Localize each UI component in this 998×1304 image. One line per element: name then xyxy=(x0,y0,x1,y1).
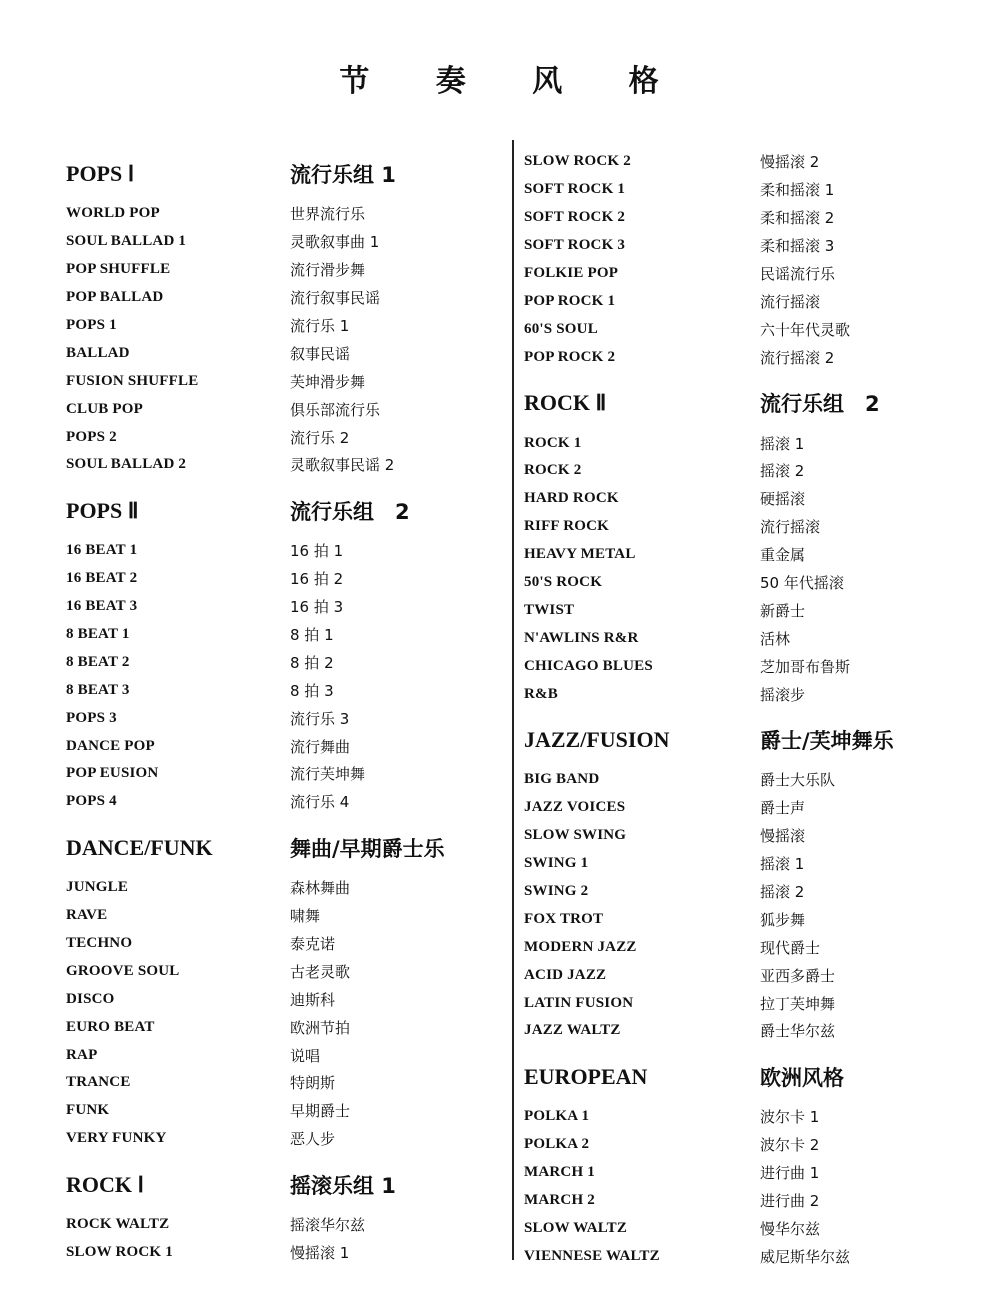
section-header-zh: 流行乐组 2 xyxy=(290,499,410,524)
style-section xyxy=(66,1159,506,1273)
style-row xyxy=(66,284,506,312)
style-row xyxy=(524,485,964,513)
style-name-zh: 柔和摇滚 1 xyxy=(760,181,835,200)
style-row xyxy=(524,1187,964,1215)
style-name-en: POP BALLAD xyxy=(66,289,164,306)
style-name-en: POP SHUFFLE xyxy=(66,261,171,278)
style-row xyxy=(524,850,964,878)
style-row xyxy=(66,423,506,451)
style-row xyxy=(66,312,506,340)
left-column xyxy=(66,148,506,1273)
style-row xyxy=(66,930,506,958)
style-name-en: GROOVE SOUL xyxy=(66,962,180,979)
section-header-en: POPS Ⅰ xyxy=(66,161,135,186)
style-name-zh: 16 拍 1 xyxy=(290,542,344,561)
style-row xyxy=(524,933,964,961)
style-name-en: TRANCE xyxy=(66,1074,131,1091)
style-name-zh: 16 拍 3 xyxy=(290,598,344,617)
style-name-zh: 流行摇滚 xyxy=(760,518,821,537)
style-name-en: RAP xyxy=(66,1046,98,1063)
style-name-zh: 硬摇滚 xyxy=(760,490,806,509)
style-name-en: JAZZ WALTZ xyxy=(524,1022,621,1039)
style-name-zh: 慢华尔兹 xyxy=(760,1219,821,1238)
style-name-en: POLKA 2 xyxy=(524,1136,590,1153)
style-name-zh: 叙事民谣 xyxy=(290,344,351,363)
style-name-zh: 流行乐 4 xyxy=(290,793,350,812)
style-name-en: FOX TROT xyxy=(524,910,604,927)
style-name-en: 16 BEAT 1 xyxy=(66,542,138,559)
style-name-zh: 早期爵士 xyxy=(290,1102,351,1121)
style-name-zh: 流行芙坤舞 xyxy=(290,765,366,784)
style-name-en: ROCK 1 xyxy=(524,434,582,451)
style-row xyxy=(66,676,506,704)
section-header xyxy=(524,714,964,766)
page-title: 节 奏 风 格 xyxy=(339,64,687,99)
section-header-en: EUROPEAN xyxy=(524,1063,648,1089)
style-name-en: SLOW ROCK 2 xyxy=(524,153,631,170)
style-name-zh: 慢摇滚 xyxy=(760,827,806,846)
section-header xyxy=(66,822,506,874)
style-name-zh: 慢摇滚 1 xyxy=(290,1244,350,1263)
style-row xyxy=(66,395,506,423)
style-name-zh: 16 拍 2 xyxy=(290,570,344,589)
style-row xyxy=(66,1097,506,1125)
style-name-en: R&B xyxy=(524,685,558,702)
style-row xyxy=(524,343,964,371)
style-row xyxy=(524,878,964,906)
style-name-zh: 迪斯科 xyxy=(290,990,336,1009)
style-name-zh: 爵士大乐队 xyxy=(760,771,836,790)
style-row xyxy=(524,961,964,989)
section-header-zh: 舞曲/早期爵士乐 xyxy=(290,836,445,861)
style-row xyxy=(524,822,964,850)
style-name-en: 8 BEAT 2 xyxy=(66,653,130,670)
style-row xyxy=(66,1239,506,1267)
style-name-zh: 流行滑步舞 xyxy=(290,261,366,280)
section-header-zh: 爵士/芙坤舞乐 xyxy=(760,729,894,754)
style-name-zh: 流行乐 3 xyxy=(290,709,350,728)
style-row xyxy=(66,902,506,930)
style-name-en: FUSION SHUFFLE xyxy=(66,372,199,389)
style-name-en: FOLKIE POP xyxy=(524,265,619,281)
style-row xyxy=(524,1131,964,1159)
style-name-zh: 爵士华尔兹 xyxy=(760,1022,836,1041)
style-name-en: SOUL BALLAD 2 xyxy=(66,456,187,473)
style-name-en: CLUB POP xyxy=(66,400,144,417)
style-section xyxy=(66,148,506,485)
style-name-zh: 流行叙事民谣 xyxy=(290,289,381,308)
style-name-en: N'AWLINS R&R xyxy=(524,629,639,646)
style-name-en: VIENNESE WALTZ xyxy=(524,1247,660,1264)
style-row xyxy=(524,794,964,822)
style-name-zh: 摇滚 1 xyxy=(760,855,805,874)
style-name-en: MARCH 2 xyxy=(524,1192,595,1209)
style-name-zh: 亚西多爵士 xyxy=(760,966,836,985)
style-name-zh: 啸舞 xyxy=(290,907,321,926)
style-section xyxy=(524,1051,964,1276)
style-row xyxy=(66,760,506,788)
style-name-zh: 8 拍 3 xyxy=(290,681,334,700)
style-name-en: 60'S SOUL xyxy=(524,320,598,337)
style-name-zh: 进行曲 1 xyxy=(760,1164,820,1183)
column-divider xyxy=(512,140,514,1260)
style-name-en: SOFT ROCK 2 xyxy=(524,209,626,226)
style-row xyxy=(524,1215,964,1243)
section-header-zh: 欧洲风格 xyxy=(760,1065,844,1090)
style-name-en: POPS 2 xyxy=(66,428,117,445)
style-name-zh: 流行乐 2 xyxy=(290,428,350,447)
style-name-en: POPS 3 xyxy=(66,709,117,726)
style-name-zh: 古老灵歌 xyxy=(290,962,351,981)
style-name-zh: 拉丁芙坤舞 xyxy=(760,994,836,1013)
style-name-en: SLOW ROCK 1 xyxy=(66,1244,173,1261)
style-row xyxy=(66,565,506,593)
style-row xyxy=(66,704,506,732)
style-name-zh: 六十年代灵歌 xyxy=(760,320,851,339)
style-row xyxy=(524,766,964,794)
style-name-zh: 俱乐部流行乐 xyxy=(290,400,381,419)
style-name-en: RAVE xyxy=(66,907,108,924)
section-header-zh: 流行乐组 2 xyxy=(760,392,880,417)
style-section xyxy=(66,485,506,822)
style-row xyxy=(524,457,964,485)
style-name-zh: 流行摇滚 xyxy=(760,292,821,311)
style-row xyxy=(524,905,964,933)
style-row xyxy=(524,680,964,708)
style-name-en: SLOW WALTZ xyxy=(524,1219,628,1236)
style-name-en: MARCH 1 xyxy=(524,1164,595,1181)
style-name-zh: 新爵士 xyxy=(760,601,806,620)
style-row xyxy=(524,652,964,680)
style-row xyxy=(524,541,964,569)
style-row xyxy=(66,874,506,902)
style-name-zh: 欧洲节拍 xyxy=(290,1018,351,1037)
style-row xyxy=(524,315,964,343)
style-name-en: CHICAGO BLUES xyxy=(524,657,653,674)
style-name-zh: 流行舞曲 xyxy=(290,737,351,756)
style-name-zh: 恶人步 xyxy=(290,1130,336,1149)
style-name-zh: 进行曲 2 xyxy=(760,1192,820,1211)
style-name-zh: 现代爵士 xyxy=(760,938,821,957)
style-name-en: HEAVY METAL xyxy=(524,546,636,563)
style-name-en: 16 BEAT 3 xyxy=(66,598,138,615)
section-header xyxy=(66,1159,506,1211)
style-name-en: SOUL BALLAD 1 xyxy=(66,233,187,250)
style-name-en: EURO BEAT xyxy=(66,1018,155,1035)
style-row xyxy=(524,1159,964,1187)
style-name-zh: 柔和摇滚 2 xyxy=(760,209,835,228)
style-name-zh: 摇滚 1 xyxy=(760,434,805,453)
style-name-en: RIFF ROCK xyxy=(524,518,609,535)
style-row xyxy=(66,985,506,1013)
style-name-en: POPS 1 xyxy=(66,317,117,333)
style-name-zh: 8 拍 2 xyxy=(290,653,334,672)
style-name-zh: 摇滚华尔兹 xyxy=(290,1216,366,1235)
style-name-en: BIG BAND xyxy=(524,771,600,788)
section-header-en: JAZZ/FUSION xyxy=(524,727,670,753)
style-row xyxy=(524,624,964,652)
style-name-zh: 流行乐 1 xyxy=(290,317,350,335)
style-name-en: JAZZ VOICES xyxy=(524,799,626,816)
style-name-en: SOFT ROCK 3 xyxy=(524,237,626,254)
style-name-en: LATIN FUSION xyxy=(524,994,634,1011)
style-row xyxy=(66,451,506,479)
style-name-en: TECHNO xyxy=(66,935,133,952)
style-row xyxy=(524,429,964,457)
section-header-en: DANCE/FUNK xyxy=(66,834,213,860)
style-name-zh: 森林舞曲 xyxy=(290,879,351,898)
style-name-zh: 灵歌叙事民谣 2 xyxy=(290,456,395,475)
style-name-zh: 芙坤滑步舞 xyxy=(290,372,366,391)
section-header-en: POPS Ⅱ xyxy=(66,497,139,523)
style-name-zh: 柔和摇滚 3 xyxy=(760,237,835,256)
style-row xyxy=(524,287,964,315)
style-row xyxy=(524,1103,964,1131)
style-row xyxy=(524,989,964,1017)
style-name-zh: 50 年代摇滚 xyxy=(760,574,844,593)
style-row xyxy=(524,148,964,176)
style-name-en: WORLD POP xyxy=(66,205,160,222)
style-row xyxy=(66,1069,506,1097)
style-row xyxy=(524,232,964,260)
style-name-en: 50'S ROCK xyxy=(524,574,603,591)
style-name-en: ROCK WALTZ xyxy=(66,1216,170,1233)
style-name-en: BALLAD xyxy=(66,344,130,361)
section-header-en: ROCK Ⅰ xyxy=(66,1171,144,1197)
style-name-zh: 摇滚 2 xyxy=(760,883,805,902)
style-name-en: ROCK 2 xyxy=(524,462,582,479)
style-section xyxy=(66,822,506,1159)
style-name-zh: 特朗斯 xyxy=(290,1074,336,1093)
style-name-en: FUNK xyxy=(66,1102,110,1119)
style-name-zh: 8 拍 1 xyxy=(290,626,334,645)
style-name-en: DISCO xyxy=(66,990,115,1007)
right-column xyxy=(524,148,964,1276)
style-name-zh: 狐步舞 xyxy=(760,910,806,929)
style-row xyxy=(66,228,506,256)
style-row xyxy=(66,593,506,621)
style-row xyxy=(524,569,964,597)
section-header xyxy=(524,377,964,429)
style-name-en: SWING 2 xyxy=(524,883,589,900)
style-name-zh: 慢摇滚 2 xyxy=(760,153,820,172)
style-row xyxy=(524,1242,964,1270)
style-name-zh: 灵歌叙事曲 1 xyxy=(290,233,380,252)
style-name-en: VERY FUNKY xyxy=(66,1130,167,1147)
style-row xyxy=(66,648,506,676)
style-row xyxy=(66,367,506,395)
style-name-en: POPS 4 xyxy=(66,793,117,810)
style-name-en: SOFT ROCK 1 xyxy=(524,181,626,198)
style-row xyxy=(66,1013,506,1041)
style-row xyxy=(524,513,964,541)
style-name-zh: 流行摇滚 2 xyxy=(760,348,835,367)
style-name-en: POP ROCK 1 xyxy=(524,292,616,309)
style-name-en: DANCE POP xyxy=(66,737,155,754)
style-row xyxy=(66,1211,506,1239)
style-name-en: 16 BEAT 2 xyxy=(66,570,138,587)
style-row xyxy=(524,176,964,204)
style-name-en: ACID JAZZ xyxy=(524,966,607,983)
style-name-en: SWING 1 xyxy=(524,855,589,872)
style-name-en: POP EUSION xyxy=(66,765,159,782)
style-row xyxy=(66,256,506,284)
style-name-en: SLOW SWING xyxy=(524,827,627,844)
style-name-zh: 活林 xyxy=(760,629,791,648)
style-row xyxy=(524,204,964,232)
section-header xyxy=(66,148,506,200)
style-row xyxy=(66,537,506,565)
section-header xyxy=(66,485,506,537)
style-name-en: MODERN JAZZ xyxy=(524,938,637,955)
section-header xyxy=(524,1051,964,1103)
style-row xyxy=(524,1017,964,1045)
style-name-zh: 威尼斯华尔兹 xyxy=(760,1247,851,1266)
style-name-zh: 说唱 xyxy=(290,1046,321,1065)
style-name-en: HARD ROCK xyxy=(524,490,619,507)
style-row xyxy=(66,621,506,649)
section-header-zh: 流行乐组 1 xyxy=(290,163,396,187)
style-row xyxy=(66,200,506,228)
style-row xyxy=(66,1041,506,1069)
style-name-zh: 重金属 xyxy=(760,546,806,565)
style-section xyxy=(524,148,964,377)
section-header-en: ROCK Ⅱ xyxy=(524,390,607,416)
style-name-zh: 泰克诺 xyxy=(290,935,336,954)
style-name-en: 8 BEAT 3 xyxy=(66,681,130,698)
section-header-zh: 摇滚乐组 1 xyxy=(290,1173,396,1198)
style-name-en: POP ROCK 2 xyxy=(524,348,616,365)
style-name-en: 8 BEAT 1 xyxy=(66,626,130,643)
style-row xyxy=(66,732,506,760)
style-name-zh: 民谣流行乐 xyxy=(760,265,836,283)
style-row xyxy=(524,596,964,624)
style-row xyxy=(66,1125,506,1153)
style-name-zh: 世界流行乐 xyxy=(290,205,366,224)
style-row xyxy=(524,260,964,288)
style-name-en: JUNGLE xyxy=(66,879,129,896)
style-name-zh: 芝加哥布鲁斯 xyxy=(760,657,851,676)
style-name-zh: 摇滚 2 xyxy=(760,462,805,481)
style-section xyxy=(524,714,964,1051)
style-row xyxy=(66,339,506,367)
style-name-zh: 爵士声 xyxy=(760,799,806,818)
style-name-zh: 波尔卡 2 xyxy=(760,1136,820,1155)
style-name-en: POLKA 1 xyxy=(524,1108,590,1125)
style-section xyxy=(524,377,964,714)
style-row xyxy=(66,788,506,816)
style-name-en: TWIST xyxy=(524,601,575,618)
style-row xyxy=(66,957,506,985)
style-name-zh: 摇滚步 xyxy=(760,685,806,704)
style-name-zh: 波尔卡 1 xyxy=(760,1108,820,1127)
